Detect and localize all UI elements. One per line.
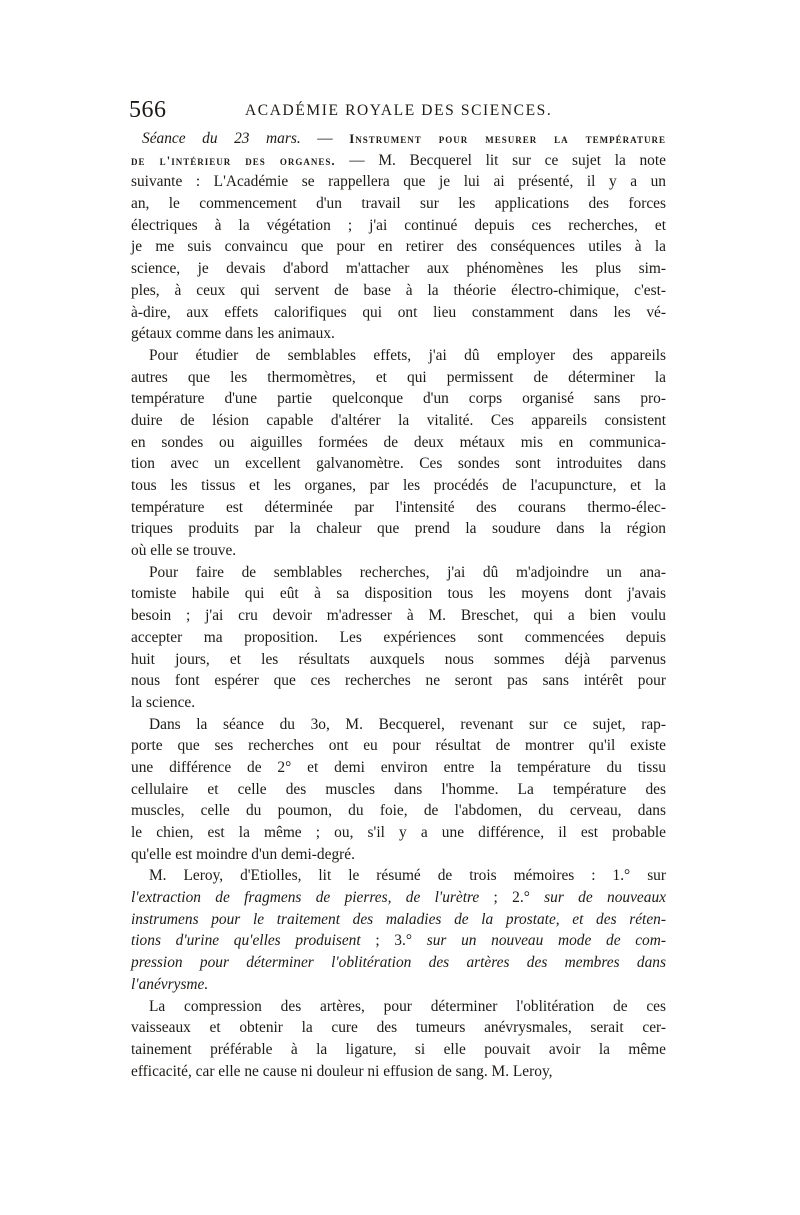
text-run: nous font espérer que ces recherches ne seront pas sans intérêt pour [131, 672, 666, 690]
text-line [131, 909, 666, 931]
text-line [131, 540, 666, 562]
text-run: vaisseaux et obtenir la cure des tumeurs anévrysmales, serait cer- [131, 1019, 666, 1037]
text-run: duire de lésion capable d'altérer la vitalité. Ces appareils consistent [131, 411, 666, 429]
text-run: je me suis convaincu que pour en retirer des conséquences utiles à la [131, 238, 666, 256]
italic-text: instrumens pour le traitement des maladies de la prostate, et des réten- [131, 910, 666, 928]
text-line [131, 1061, 666, 1083]
text-line [131, 432, 666, 454]
text-line [131, 258, 666, 280]
text-run: la science. [131, 693, 196, 711]
text-line [131, 518, 666, 540]
text-run: gétaux comme dans les animaux. [131, 325, 335, 343]
text-run: — M. Becquerel lit sur ce sujet la note [335, 151, 666, 169]
text-line [131, 410, 666, 432]
text-run: suivante : L'Académie se rappellera que je lui ai présenté, il y a un [131, 173, 666, 191]
text-line [131, 583, 666, 605]
text-line [131, 302, 666, 324]
running-title: ACADÉMIE ROYALE DES SCIENCES. [245, 102, 553, 119]
text-run: ; 3.° [360, 932, 427, 950]
text-line [131, 323, 666, 345]
paragraph-compression [131, 996, 666, 1083]
text-line [131, 649, 666, 671]
text-line [131, 171, 666, 193]
text-run: cellulaire et celle des muscles dans l'homme. La température des [131, 780, 666, 798]
italic-text: sur de nouveaux [544, 889, 666, 907]
text-line [131, 562, 666, 584]
text-line [131, 757, 666, 779]
text-line [131, 844, 666, 866]
paragraph-seance-30 [131, 714, 666, 866]
text-line [131, 930, 666, 952]
text-line [131, 345, 666, 367]
text-run: tion avec un excellent galvanomètre. Ces sondes sont introduites dans [131, 455, 666, 473]
text-line [131, 887, 666, 909]
text-run: température est déterminée par l'intensité des courans thermo-élec- [131, 498, 666, 516]
text-line [131, 974, 666, 996]
italic-text: sur un nouveau mode de com- [426, 932, 666, 950]
italic-text: l'extraction de fragmens de pierres, de l'urètre [131, 889, 480, 907]
text-line [131, 128, 666, 150]
text-line [131, 367, 666, 389]
small-caps-heading: Instrument pour mesurer la température [349, 131, 666, 146]
paragraph-session-23-mars [131, 128, 666, 345]
text-run: La compression des artères, pour déterminer l'oblitération de ces [149, 997, 666, 1015]
text-run: M. Leroy, d'Etiolles, lit le résumé de trois mémoires : 1.° sur [149, 867, 666, 885]
text-line [131, 215, 666, 237]
text-run: tainement préférable à la ligature, si elle pouvait avoir la même [131, 1040, 666, 1058]
text-line [131, 475, 666, 497]
text-run: besoin ; j'ai cru devoir m'adresser à M. Breschet, qui a bien voulu [131, 607, 666, 625]
text-run: Pour étudier de semblables effets, j'ai dû employer des appareils [149, 346, 666, 364]
text-run: science, je devais d'abord m'attacher aux phénomènes les plus sim- [131, 260, 666, 278]
text-run: triques produits par la chaleur que prend la soudure dans la région [131, 520, 666, 538]
paragraph-leroy-memoires [131, 865, 666, 995]
page-header [129, 97, 669, 129]
small-caps-heading: de l'intérieur des organes. [131, 152, 336, 168]
paragraph-anatomiste [131, 562, 666, 714]
text-run: Dans la séance du 3o, M. Becquerel, revenant sur ce sujet, rap- [149, 715, 666, 733]
text-line [131, 779, 666, 801]
text-line [131, 193, 666, 215]
page-number: 566 [129, 97, 167, 123]
text-line [131, 150, 666, 172]
text-line [131, 453, 666, 475]
text-line [131, 865, 666, 887]
text-run: en sondes ou aiguilles formées de deux métaux mis en communica- [131, 433, 666, 451]
text-run: à-dire, aux effets calorifiques qui ont lieu constamment dans les vé- [131, 303, 666, 321]
text-run: autres que les thermomètres, et qui permissent de déterminer la [131, 368, 666, 386]
paragraph-appareils [131, 345, 666, 562]
text-line [131, 1017, 666, 1039]
text-run: où elle se trouve. [131, 542, 237, 560]
text-line [131, 388, 666, 410]
text-line [131, 692, 666, 714]
text-line [131, 735, 666, 757]
text-line [131, 605, 666, 627]
text-line [131, 236, 666, 258]
text-line [131, 822, 666, 844]
italic-text: Séance du 23 mars. [142, 130, 301, 147]
text-run: Pour faire de semblables recherches, j'ai dû m'adjoindre un ana- [149, 563, 666, 581]
text-run: le chien, est la même ; ou, s'il y a une différence, il est probable [131, 824, 666, 841]
italic-text: pression pour déterminer l'oblitération des artères des membres dans [131, 954, 666, 972]
text-run: électriques à la végétation ; j'ai continué depuis ces recherches, et [131, 216, 666, 234]
text-line [131, 280, 666, 302]
text-run: tomiste habile qui eût à sa disposition tous les moyens dont j'avais [131, 585, 666, 603]
text-line [131, 714, 666, 736]
text-line [131, 627, 666, 649]
text-line [131, 996, 666, 1018]
text-run: efficacité, car elle ne cause ni douleur ni effusion de sang. M. Leroy, [131, 1062, 553, 1080]
text-run: ples, à ceux qui servent de base à la théorie électro-chimique, c'est- [131, 281, 666, 299]
text-run: muscles, celle du poumon, du foie, de l'abdomen, du cerveau, dans [131, 802, 666, 820]
text-line [131, 670, 666, 692]
italic-text: l'anévrysme. [131, 975, 209, 993]
text-run: une différence de 2° et demi environ entre la température du tissu [131, 758, 666, 776]
text-line [131, 497, 666, 519]
text-run: accepter ma proposition. Les expériences sont commencées depuis [131, 628, 666, 646]
text-run: an, le commencement d'un travail sur les applications des forces [131, 195, 666, 213]
text-line [131, 800, 666, 822]
text-line [131, 952, 666, 974]
italic-text: tions d'urine qu'elles produisent [131, 932, 361, 950]
text-run: qu'elle est moindre d'un demi-degré. [131, 845, 355, 863]
text-run: porte que ses recherches ont eu pour résultat de montrer qu'il existe [131, 737, 666, 755]
text-run: ; 2.° [479, 889, 545, 907]
text-line [131, 1039, 666, 1061]
text-run: huit jours, et les résultats auxquels nous sommes déjà parvenus [131, 650, 666, 668]
body-text [131, 128, 666, 1082]
text-run: tous les tissus et les organes, par les procédés de l'acupuncture, et la [131, 477, 666, 494]
text-run: — [300, 130, 350, 147]
text-run: température d'une partie quelconque d'un corps organisé sans pro- [131, 390, 666, 408]
